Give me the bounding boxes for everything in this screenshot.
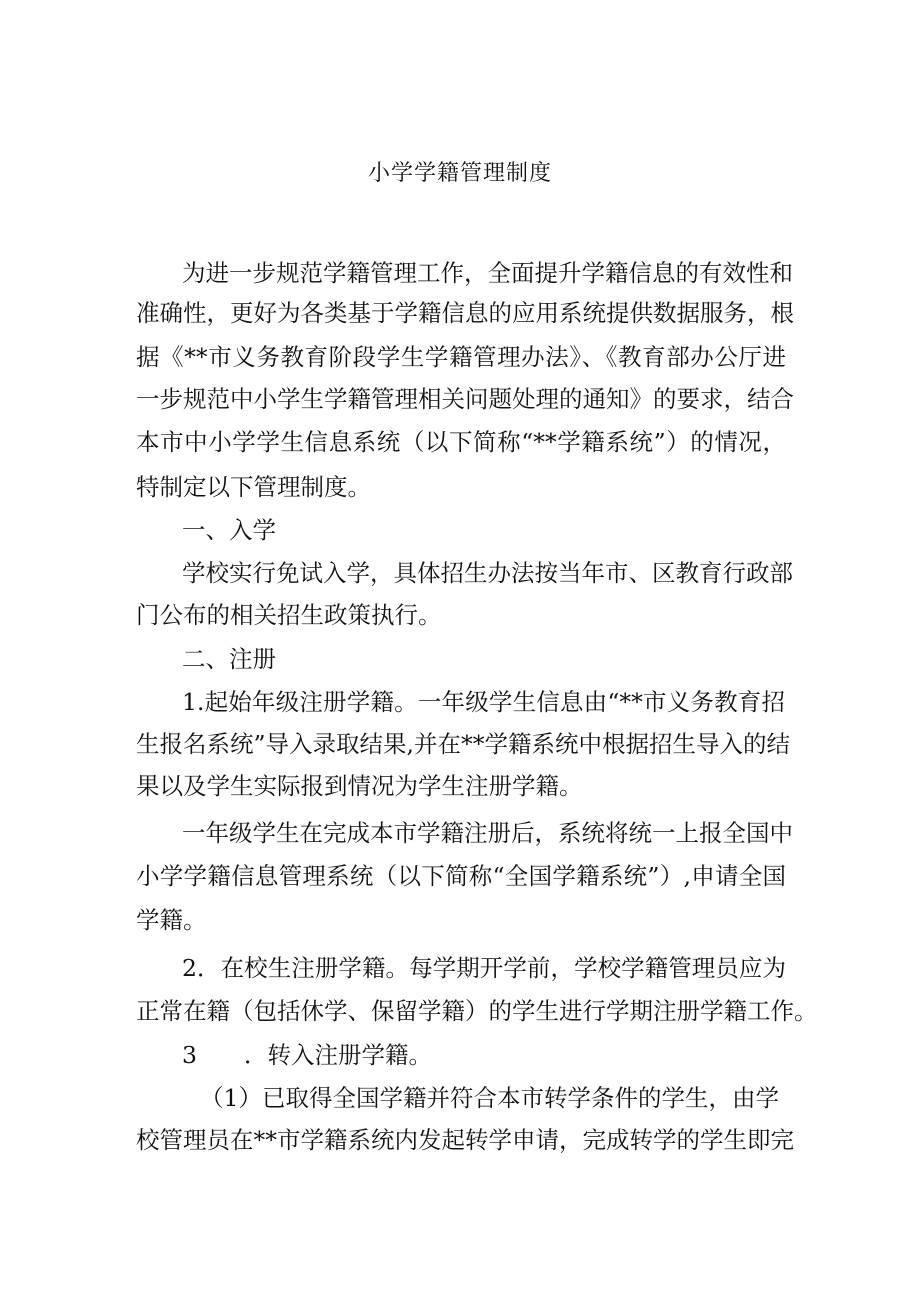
section-heading: 二、注册 <box>182 645 276 673</box>
paragraph-line: 校管理员在**市学籍系统内发起转学申请，完成转学的学生即完 <box>136 1126 794 1154</box>
section-heading: 一、入学 <box>182 516 276 544</box>
paragraph-line: （1）已取得全国学籍并符合本市转学条件的学生，由学 <box>200 1084 779 1112</box>
paragraph-line: 特制定以下管理制度。 <box>136 473 371 501</box>
paragraph-line: 为进一步规范学籍管理工作，全面提升学籍信息的有效性和 <box>182 259 793 287</box>
paragraph-line: 1.起始年级注册学籍。一年级学生信息由“**市义务教育招 <box>182 688 785 716</box>
paragraph-line: 正常在籍（包括休学、保留学籍）的学生进行学期注册学籍工作。 <box>136 997 818 1025</box>
document-title: 小学学籍管理制度 <box>367 161 552 186</box>
paragraph-line: 门公布的相关招生政策执行。 <box>136 601 442 629</box>
paragraph-line: 3 ．转入注册学籍。 <box>182 1041 432 1069</box>
paragraph-line: 本市中小学学生信息系统（以下简称“**学籍系统”）的情况， <box>136 428 786 456</box>
paragraph-line: 果以及学生实际报到情况为学生注册学籍。 <box>136 772 583 800</box>
paragraph-line: 学籍。 <box>136 906 207 934</box>
paragraph-line: 一年级学生在完成本市学籍注册后，系统将统一上报全国中 <box>182 819 793 847</box>
paragraph-line: 一步规范中小学生学籍管理相关问题处理的通知》的要求，结合 <box>136 385 794 413</box>
paragraph-line: 2．在校生注册学籍。每学期开学前，学校学籍管理员应为 <box>182 954 786 982</box>
paragraph-line: 小学学籍信息管理系统（以下简称“全国学籍系统”）,申请全国 <box>136 862 786 890</box>
paragraph-line: 生报名系统”导入录取结果,并在**学籍系统中根据招生导入的结 <box>136 730 790 758</box>
paragraph-line: 学校实行免试入学，具体招生办法按当年市、区教育行政部 <box>182 559 793 587</box>
paragraph-line: 准确性，更好为各类基于学籍信息的应用系统提供数据服务，根 <box>136 299 794 327</box>
paragraph-line: 据《**市义务教育阶段学生学籍管理办法》、《教育部办公厅进 <box>136 343 786 371</box>
